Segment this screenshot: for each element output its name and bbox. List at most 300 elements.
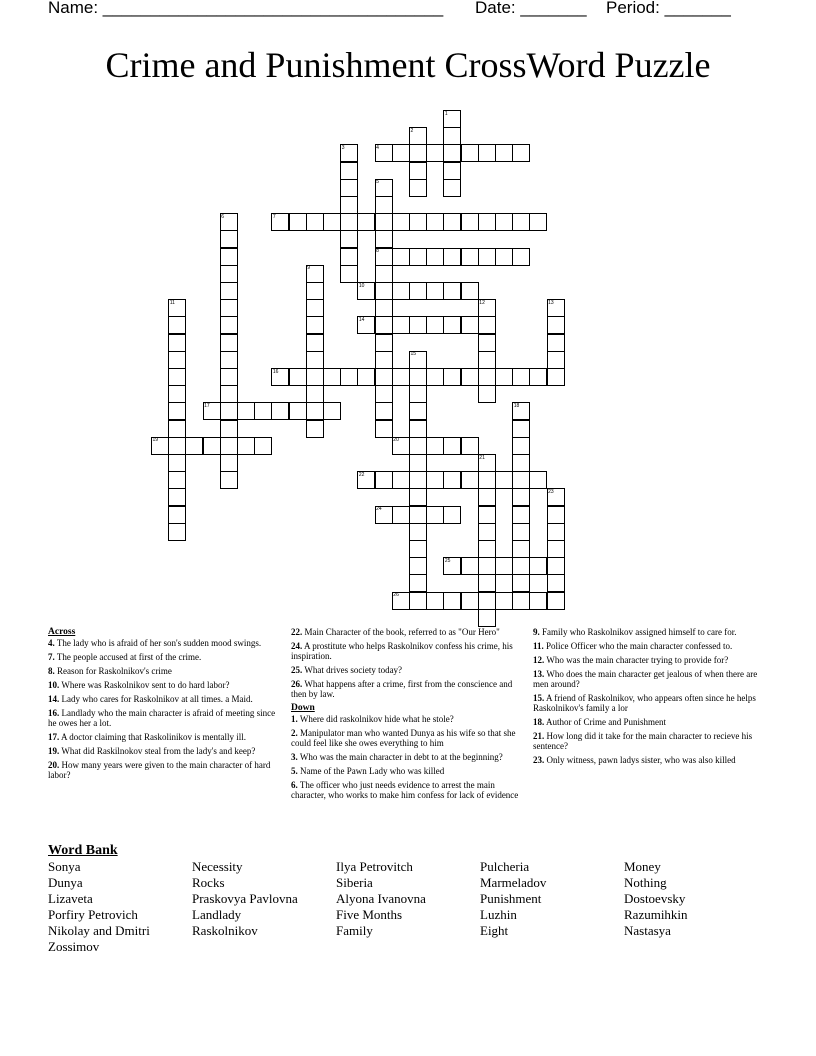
grid-cell[interactable] (426, 506, 444, 524)
grid-cell[interactable] (375, 420, 393, 438)
clue-text: Reason for Raskolnikov's crime (54, 666, 172, 676)
grid-cell[interactable] (547, 368, 565, 386)
clue-text: Who was the main character trying to provide for? (544, 655, 729, 665)
word-bank-item: Marmeladov (480, 875, 547, 890)
grid-cell[interactable] (547, 523, 565, 541)
grid-cell[interactable] (512, 557, 530, 575)
grid-cell[interactable] (495, 248, 513, 266)
grid-cell[interactable] (409, 471, 427, 489)
grid-cell[interactable] (340, 265, 358, 283)
clue-text: Who does the main character get jealous of when there are men around? (533, 669, 758, 689)
clue-text: What happens after a crime, first from the conscience and then by law. (291, 679, 513, 699)
grid-cell[interactable] (392, 282, 410, 300)
clue-number-label: 12. (533, 655, 545, 665)
down-heading: Down (291, 703, 315, 713)
grid-cell[interactable] (340, 196, 358, 214)
word-bank-item: Razumihkin (624, 907, 688, 922)
grid-cell[interactable] (306, 334, 324, 352)
name-field[interactable]: Name: ____________________________________ (48, 0, 444, 17)
grid-cell[interactable] (547, 316, 565, 334)
across-clue (291, 679, 523, 699)
grid-cell[interactable] (461, 213, 479, 231)
word-bank-item: Ilya Petrovitch (336, 859, 413, 874)
clue-text: Lady who cares for Raskolnikov at all times. a Maid. (59, 694, 253, 704)
word-bank-item: Five Months (336, 907, 403, 922)
clue-number-label: 5. (291, 766, 298, 776)
down-clue (533, 717, 765, 727)
down-clue (533, 669, 765, 689)
clue-number-label: 3. (291, 752, 298, 762)
grid-cell[interactable] (426, 592, 444, 610)
clue-text: The lady who is afraid of her son's sudden mood swings. (54, 638, 262, 648)
across-clue (291, 665, 523, 675)
clue-text: Police Officer who the main character confessed to. (543, 641, 733, 651)
grid-cell[interactable] (409, 454, 427, 472)
grid-cell[interactable] (529, 471, 547, 489)
clue-text: Main Character of the book, referred to as "Our Hero" (302, 627, 500, 637)
grid-cell[interactable] (478, 574, 496, 592)
grid-cell[interactable] (375, 282, 393, 300)
grid-cell[interactable] (375, 385, 393, 403)
clue-number-label: 21. (533, 731, 545, 741)
grid-cell[interactable] (323, 368, 341, 386)
grid-cell[interactable] (478, 248, 496, 266)
grid-cell[interactable] (409, 316, 427, 334)
grid-cell[interactable] (461, 437, 479, 455)
grid-cell[interactable] (426, 213, 444, 231)
clue-number-label: 4. (48, 638, 55, 648)
grid-cell[interactable] (375, 213, 393, 231)
grid-cell[interactable] (220, 282, 238, 300)
clue-number: 15 (410, 351, 417, 358)
grid-cell[interactable] (443, 248, 461, 266)
grid-cell[interactable] (443, 592, 461, 610)
clue-number-label: 14. (48, 694, 60, 704)
grid-cell[interactable] (512, 248, 530, 266)
grid-cell[interactable] (478, 144, 496, 162)
grid-cell[interactable] (220, 334, 238, 352)
grid-cell[interactable] (168, 402, 186, 420)
grid-cell[interactable] (547, 506, 565, 524)
clue-number-label: 20. (48, 760, 60, 770)
grid-cell[interactable] (220, 299, 238, 317)
grid-cell[interactable] (340, 179, 358, 197)
grid-cell[interactable] (426, 368, 444, 386)
grid-cell[interactable] (409, 437, 427, 455)
grid-cell[interactable] (409, 557, 427, 575)
grid-cell[interactable] (409, 506, 427, 524)
grid-cell[interactable] (409, 248, 427, 266)
grid-cell[interactable] (409, 574, 427, 592)
grid-cell[interactable] (461, 368, 479, 386)
clue-text: Name of the Pawn Lady who was killed (297, 766, 445, 776)
clue-text: Where was Raskolnikov sent to do hard labor? (59, 680, 230, 690)
across-heading: Across (48, 627, 76, 637)
word-bank-item: Necessity (192, 859, 243, 874)
clues-column-2 (291, 627, 523, 804)
grid-cell[interactable] (512, 540, 530, 558)
clue-number-label: 9. (533, 627, 540, 637)
word-bank-item: Dunya (48, 875, 83, 890)
down-clue (533, 755, 765, 765)
grid-cell[interactable] (443, 144, 461, 162)
clue-number: 2 (410, 127, 414, 134)
word-bank-item: Pulcheria (480, 859, 530, 874)
grid-cell[interactable] (392, 316, 410, 334)
clue-number-label: 25. (291, 665, 303, 675)
grid-cell[interactable] (409, 420, 427, 438)
grid-cell[interactable] (495, 144, 513, 162)
clue-number-label: 11. (533, 641, 544, 651)
grid-cell[interactable] (409, 402, 427, 420)
clue-text: The people accused at first of the crime. (54, 652, 202, 662)
grid-cell[interactable] (495, 368, 513, 386)
grid-cell[interactable] (478, 506, 496, 524)
grid-cell[interactable] (392, 368, 410, 386)
grid-cell[interactable] (512, 213, 530, 231)
grid-cell[interactable] (512, 574, 530, 592)
period-field[interactable]: Period: _______ (606, 0, 731, 17)
grid-cell[interactable] (340, 248, 358, 266)
clue-number-label: 13. (533, 669, 545, 679)
grid-cell[interactable] (478, 488, 496, 506)
grid-cell[interactable] (168, 506, 186, 524)
clue-number: 9 (307, 265, 311, 272)
grid-cell[interactable] (375, 299, 393, 317)
clue-number: 10 (358, 282, 365, 289)
grid-cell[interactable] (443, 471, 461, 489)
grid-cell[interactable] (478, 540, 496, 558)
grid-cell[interactable] (254, 437, 272, 455)
word-bank-item: Alyona Ivanovna (336, 891, 426, 906)
clue-number: 21 (479, 454, 485, 461)
grid-cell[interactable] (409, 488, 427, 506)
grid-cell[interactable] (392, 506, 410, 524)
grid-cell[interactable] (478, 592, 496, 610)
grid-cell[interactable] (220, 351, 238, 369)
clue-number: 24 (376, 506, 382, 513)
grid-cell[interactable] (478, 351, 496, 369)
clue-number-label: 7. (48, 652, 55, 662)
grid-cell[interactable] (168, 368, 186, 386)
down-clue (533, 627, 765, 637)
grid-cell[interactable] (461, 248, 479, 266)
grid-cell[interactable] (168, 523, 186, 541)
grid-cell[interactable] (340, 230, 358, 248)
grid-cell[interactable] (220, 402, 238, 420)
clue-text: Family who Raskolnikov assigned himself to care for. (539, 627, 737, 637)
down-clue (533, 655, 765, 665)
grid-cell[interactable] (495, 213, 513, 231)
grid-cell[interactable] (254, 402, 272, 420)
word-bank-item: Luzhin (480, 907, 517, 922)
clue-number: 25 (444, 557, 451, 564)
grid-cell[interactable] (168, 454, 186, 472)
grid-cell[interactable] (409, 385, 427, 403)
grid-cell[interactable] (220, 437, 238, 455)
date-field[interactable]: Date: _______ (475, 0, 587, 17)
grid-cell[interactable] (547, 540, 565, 558)
grid-cell[interactable] (461, 592, 479, 610)
clue-text: The officer who just needs evidence to arrest the main character, who works to make him confess for lack of evidence (291, 780, 519, 800)
grid-cell[interactable] (168, 385, 186, 403)
grid-cell[interactable] (529, 213, 547, 231)
grid-cell[interactable] (426, 144, 444, 162)
clue-text: How long did it take for the main character to recieve his sentence? (533, 731, 753, 751)
grid-cell[interactable] (375, 368, 393, 386)
grid-cell[interactable] (426, 471, 444, 489)
word-bank-column (624, 859, 688, 939)
word-bank-item: Zossimov (48, 939, 100, 954)
grid-cell[interactable] (461, 557, 479, 575)
grid-cell[interactable] (375, 230, 393, 248)
grid-cell[interactable] (168, 437, 186, 455)
grid-cell[interactable] (461, 144, 479, 162)
grid-cell[interactable] (306, 316, 324, 334)
grid-cell[interactable] (478, 523, 496, 541)
word-bank-column (48, 859, 150, 955)
grid-cell[interactable] (478, 385, 496, 403)
grid-cell[interactable] (409, 368, 427, 386)
grid-cell[interactable] (443, 127, 461, 145)
clue-number-label: 1. (291, 714, 298, 724)
grid-cell[interactable] (426, 282, 444, 300)
clue-number: 26 (393, 592, 399, 599)
grid-cell[interactable] (289, 402, 307, 420)
clue-number-label: 19. (48, 746, 60, 756)
grid-cell[interactable] (392, 471, 410, 489)
word-bank-item: Rocks (192, 875, 225, 890)
grid-cell[interactable] (409, 213, 427, 231)
grid-cell[interactable] (512, 506, 530, 524)
clue-number: 18 (513, 402, 520, 409)
grid-cell[interactable] (478, 471, 496, 489)
clue-number: 20 (393, 437, 399, 444)
word-bank-item: Punishment (480, 891, 542, 906)
grid-cell[interactable] (306, 299, 324, 317)
grid-cell[interactable] (168, 420, 186, 438)
grid-cell[interactable] (426, 248, 444, 266)
clues-column-1 (48, 627, 276, 784)
grid-cell[interactable] (237, 437, 255, 455)
clue-number: 17 (204, 402, 210, 409)
word-bank-title: Word Bank (48, 843, 118, 858)
grid-cell[interactable] (443, 179, 461, 197)
grid-cell[interactable] (237, 402, 255, 420)
grid-cell[interactable] (306, 368, 324, 386)
grid-cell[interactable] (495, 557, 513, 575)
grid-cell[interactable] (409, 144, 427, 162)
grid-cell[interactable] (443, 282, 461, 300)
grid-cell[interactable] (512, 368, 530, 386)
down-clue (291, 780, 523, 800)
word-bank-column (336, 859, 426, 939)
grid-cell[interactable] (461, 471, 479, 489)
grid-cell[interactable] (409, 162, 427, 180)
down-clue (291, 752, 523, 762)
grid-cell[interactable] (357, 213, 375, 231)
grid-cell[interactable] (375, 334, 393, 352)
grid-cell[interactable] (323, 213, 341, 231)
clue-number-label: 17. (48, 732, 60, 742)
clue-text: Who was the main character in debt to at the beginning? (297, 752, 503, 762)
across-clue (48, 680, 276, 690)
grid-cell[interactable] (357, 368, 375, 386)
clue-number: 19 (152, 437, 159, 444)
clue-number-label: 23. (533, 755, 545, 765)
grid-cell[interactable] (392, 144, 410, 162)
clue-number: 13 (548, 299, 554, 306)
grid-cell[interactable] (220, 248, 238, 266)
grid-cell[interactable] (306, 402, 324, 420)
clue-number: 22 (358, 471, 365, 478)
grid-cell[interactable] (512, 437, 530, 455)
across-clue (48, 652, 276, 662)
grid-cell[interactable] (547, 592, 565, 610)
grid-cell[interactable] (512, 454, 530, 472)
grid-cell[interactable] (478, 316, 496, 334)
grid-cell[interactable] (306, 351, 324, 369)
down-clue (291, 714, 523, 724)
clue-number-label: 18. (533, 717, 545, 727)
grid-cell[interactable] (168, 471, 186, 489)
grid-cell[interactable] (340, 162, 358, 180)
grid-cell[interactable] (547, 574, 565, 592)
grid-cell[interactable] (340, 368, 358, 386)
grid-cell[interactable] (443, 506, 461, 524)
grid-cell[interactable] (306, 385, 324, 403)
grid-cell[interactable] (289, 213, 307, 231)
word-bank-item: Sonya (48, 859, 81, 874)
word-bank-item: Nothing (624, 875, 667, 890)
grid-cell[interactable] (461, 316, 479, 334)
word-bank-item: Raskolnikov (192, 923, 258, 938)
grid-cell[interactable] (203, 437, 221, 455)
grid-cell[interactable] (168, 488, 186, 506)
down-clue (533, 731, 765, 751)
grid-cell[interactable] (220, 265, 238, 283)
grid-cell[interactable] (306, 420, 324, 438)
clue-number-label: 10. (48, 680, 60, 690)
clue-number: 7 (272, 213, 276, 220)
grid-cell[interactable] (392, 248, 410, 266)
grid-cell[interactable] (495, 592, 513, 610)
grid-cell[interactable] (478, 609, 496, 627)
grid-cell[interactable] (306, 213, 324, 231)
grid-cell[interactable] (289, 368, 307, 386)
clue-number: 4 (376, 144, 379, 151)
grid-cell[interactable] (426, 316, 444, 334)
grid-cell[interactable] (375, 471, 393, 489)
grid-cell[interactable] (512, 488, 530, 506)
grid-cell[interactable] (443, 213, 461, 231)
grid-cell[interactable] (529, 368, 547, 386)
grid-cell[interactable] (220, 230, 238, 248)
grid-cell[interactable] (220, 420, 238, 438)
grid-cell[interactable] (512, 592, 530, 610)
clue-number: 14 (358, 316, 365, 323)
grid-cell[interactable] (409, 592, 427, 610)
grid-cell[interactable] (220, 385, 238, 403)
word-bank-item: Siberia (336, 875, 373, 890)
grid-cell[interactable] (495, 471, 513, 489)
down-clue (291, 728, 523, 748)
clue-number-label: 22. (291, 627, 303, 637)
clue-text: How many years were given to the main character of hard labor? (48, 760, 271, 780)
across-clue (48, 666, 276, 676)
grid-cell[interactable] (185, 437, 203, 455)
grid-cell[interactable] (220, 368, 238, 386)
grid-cell[interactable] (547, 557, 565, 575)
grid-cell[interactable] (409, 179, 427, 197)
grid-cell[interactable] (512, 523, 530, 541)
grid-cell[interactable] (168, 316, 186, 334)
grid-cell[interactable] (323, 402, 341, 420)
grid-cell[interactable] (392, 213, 410, 231)
grid-cell[interactable] (220, 471, 238, 489)
grid-cell[interactable] (168, 334, 186, 352)
down-clue (533, 693, 765, 713)
grid-cell[interactable] (375, 196, 393, 214)
grid-cell[interactable] (168, 351, 186, 369)
grid-cell[interactable] (547, 334, 565, 352)
grid-cell[interactable] (443, 368, 461, 386)
grid-cell[interactable] (375, 402, 393, 420)
grid-cell[interactable] (375, 351, 393, 369)
clues-column-3 (533, 627, 765, 769)
grid-cell[interactable] (409, 540, 427, 558)
word-bank-column (192, 859, 298, 939)
grid-cell[interactable] (426, 437, 444, 455)
grid-cell[interactable] (443, 316, 461, 334)
grid-cell[interactable] (529, 592, 547, 610)
grid-cell[interactable] (512, 471, 530, 489)
grid-cell[interactable] (461, 282, 479, 300)
grid-cell[interactable] (512, 420, 530, 438)
grid-cell[interactable] (478, 213, 496, 231)
grid-cell[interactable] (529, 557, 547, 575)
grid-cell[interactable] (220, 316, 238, 334)
grid-cell[interactable] (512, 144, 530, 162)
grid-cell[interactable] (478, 334, 496, 352)
across-clue (48, 732, 276, 742)
grid-cell[interactable] (478, 368, 496, 386)
grid-cell[interactable] (340, 213, 358, 231)
grid-cell[interactable] (306, 282, 324, 300)
clue-text: Manipulator man who wanted Dunya as his wife so that she could feel like she owes everything to him (291, 728, 516, 748)
word-bank-item: Lizaveta (48, 891, 93, 906)
grid-cell[interactable] (547, 351, 565, 369)
clue-text: Where did raskolnikov hide what he stole? (297, 714, 454, 724)
grid-cell[interactable] (443, 437, 461, 455)
grid-cell[interactable] (443, 162, 461, 180)
word-bank-item: Praskovya Pavlovna (192, 891, 298, 906)
clue-text: A prostitute who helps Raskolnikov confess his crime, his inspiration. (291, 641, 513, 661)
grid-cell[interactable] (375, 265, 393, 283)
grid-cell[interactable] (409, 282, 427, 300)
clue-text: Only witness, pawn ladys sister, who was also killed (544, 755, 736, 765)
clue-number: 16 (272, 368, 279, 375)
clue-text: What did Raskilnokov steal from the lady's and keep? (59, 746, 256, 756)
grid-cell[interactable] (220, 454, 238, 472)
grid-cell[interactable] (478, 557, 496, 575)
grid-cell[interactable] (271, 402, 289, 420)
clue-number: 23 (548, 488, 554, 495)
grid-cell[interactable] (375, 316, 393, 334)
grid-cell[interactable] (409, 523, 427, 541)
down-clue (291, 766, 523, 776)
word-bank-column (480, 859, 546, 939)
